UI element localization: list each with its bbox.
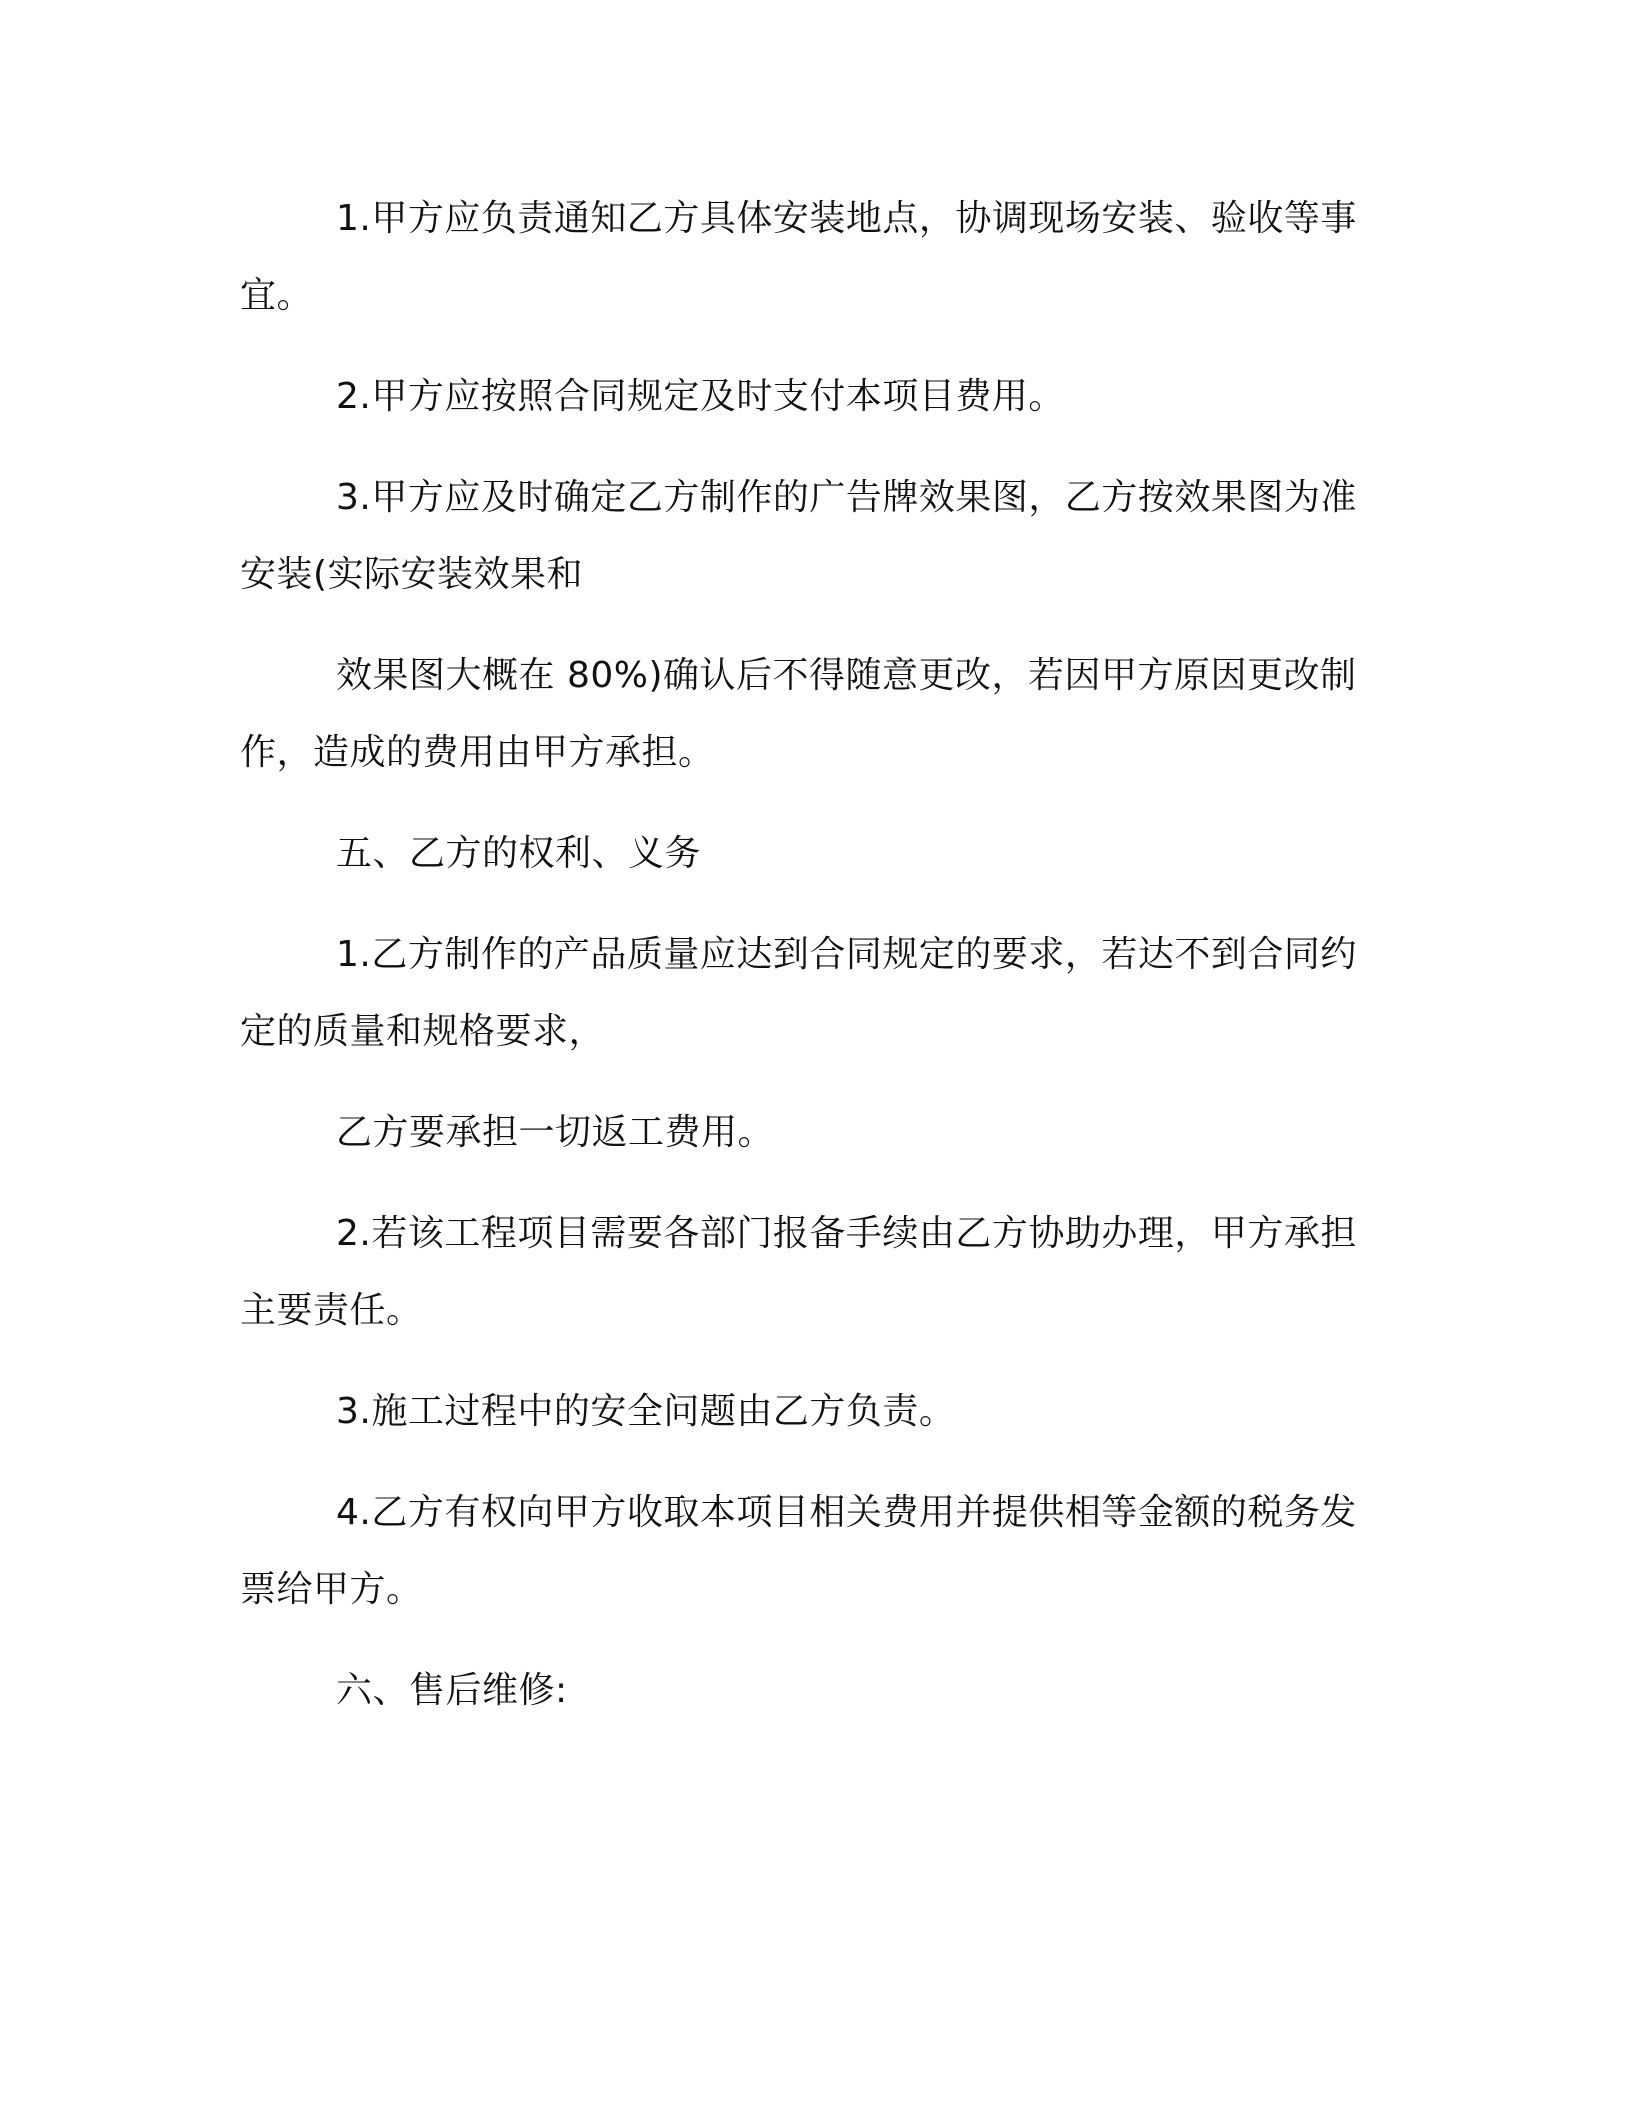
paragraph-party-b-invoice: 4.乙方有权向甲方收取本项目相关费用并提供相等金额的税务发票给甲方。: [240, 1492, 1357, 1610]
paragraph-party-b-safety: 3.施工过程中的安全问题由乙方负责。: [336, 1391, 956, 1432]
paragraph-party-b-quality: 1.乙方制作的产品质量应达到合同规定的要求，若达不到合同约定的质量和规格要求，: [240, 934, 1357, 1052]
paragraph-design-no-change: 效果图大概在 80%)确认后不得随意更改，若因甲方原因更改制作，造成的费用由甲方承担。: [240, 655, 1357, 773]
paragraph-party-b-filing: 2.若该工程项目需要各部门报备手续由乙方协助办理，甲方承担主要责任。: [240, 1213, 1357, 1331]
section-heading-after-sales: 六、售后维修:: [336, 1670, 568, 1711]
paragraph-party-b-rework: 乙方要承担一切返工费用。: [336, 1112, 775, 1153]
paragraph-party-a-notify: 1.甲方应负责通知乙方具体安装地点，协调现场安装、验收等事宜。: [240, 198, 1357, 316]
document-body: [240, 180, 1370, 1753]
paragraph-party-a-payment: 2.甲方应按照合同规定及时支付本项目费用。: [336, 376, 1065, 417]
paragraph-party-a-confirm-design: 3.甲方应及时确定乙方制作的广告牌效果图，乙方按效果图为准安装(实际安装效果和: [240, 477, 1357, 595]
section-heading-party-b-rights: 五、乙方的权利、义务: [336, 833, 702, 874]
